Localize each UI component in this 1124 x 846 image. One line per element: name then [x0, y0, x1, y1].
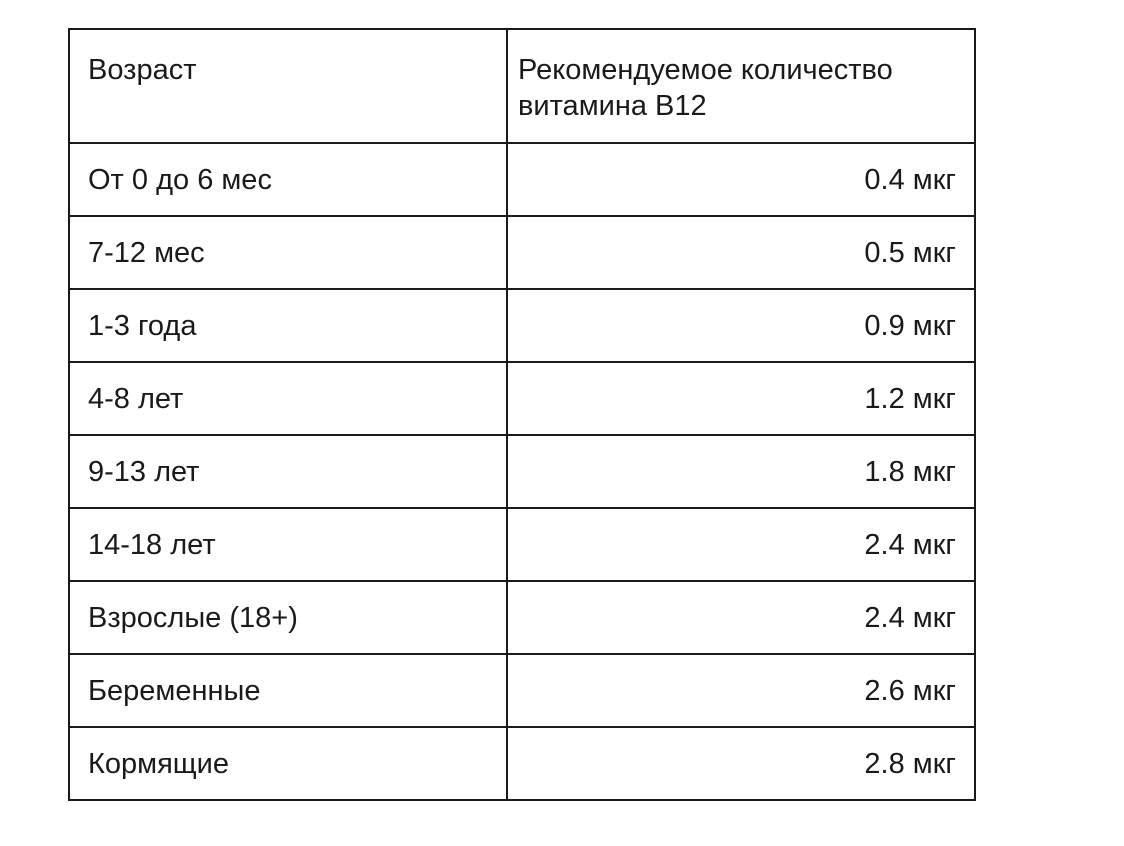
age-cell: Беременные — [69, 654, 507, 727]
amount-cell: 2.4 мкг — [507, 581, 975, 654]
age-cell: 1-3 года — [69, 289, 507, 362]
table-header-row — [69, 29, 975, 143]
header-amount: Рекомендуемое количество витамина B12 — [507, 29, 975, 143]
table-row — [69, 143, 975, 216]
table-row — [69, 289, 975, 362]
table-row — [69, 435, 975, 508]
amount-cell: 1.8 мкг — [507, 435, 975, 508]
amount-cell: 1.2 мкг — [507, 362, 975, 435]
amount-cell: 0.9 мкг — [507, 289, 975, 362]
table-row — [69, 362, 975, 435]
age-cell: 9-13 лет — [69, 435, 507, 508]
amount-cell: 2.6 мкг — [507, 654, 975, 727]
age-cell: 4-8 лет — [69, 362, 507, 435]
amount-cell: 0.4 мкг — [507, 143, 975, 216]
vitamin-b12-table-container — [68, 28, 974, 801]
table-row — [69, 216, 975, 289]
age-cell: Взрослые (18+) — [69, 581, 507, 654]
age-cell: Кормящие — [69, 727, 507, 800]
age-cell: 14-18 лет — [69, 508, 507, 581]
vitamin-b12-table — [68, 28, 976, 801]
amount-cell: 2.4 мкг — [507, 508, 975, 581]
table-row — [69, 508, 975, 581]
table-row — [69, 727, 975, 800]
age-cell: 7-12 мес — [69, 216, 507, 289]
header-age: Возраст — [69, 29, 507, 143]
amount-cell: 0.5 мкг — [507, 216, 975, 289]
amount-cell: 2.8 мкг — [507, 727, 975, 800]
age-cell: От 0 до 6 мес — [69, 143, 507, 216]
table-row — [69, 654, 975, 727]
table-row — [69, 581, 975, 654]
